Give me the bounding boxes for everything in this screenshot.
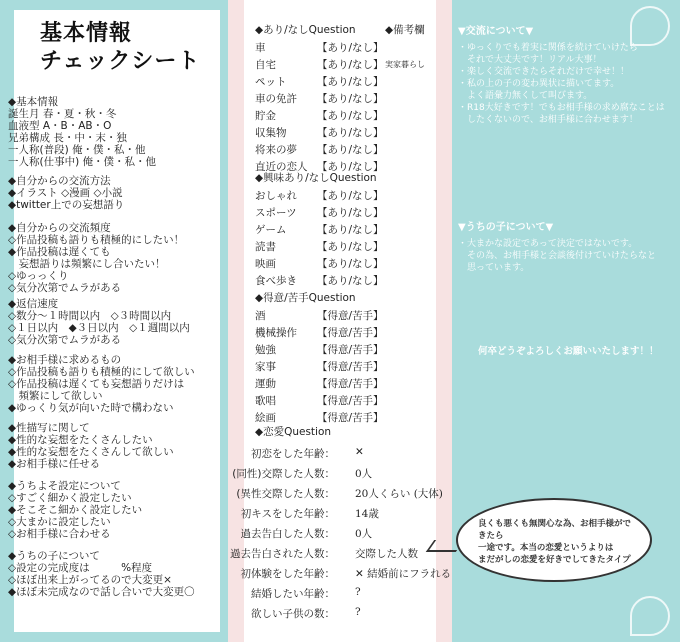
love-value: ? <box>355 586 361 598</box>
list-item: ◇大まかに設定したい <box>8 516 111 528</box>
skill-value: 【得意/苦手】 <box>317 310 384 322</box>
love-label: (同性)交際した人数： <box>232 468 335 480</box>
love-label: 結婚したい年齢： <box>251 588 335 600</box>
skill-label: 勉強 <box>255 344 276 356</box>
qa-label: 自宅 <box>255 59 276 71</box>
love-label: 初キスをした年齢： <box>240 508 335 520</box>
list-item: ◇気分次第でムラがある <box>8 282 122 294</box>
section-header: ◆うちの子について <box>8 550 100 562</box>
qa-value: 【あり/なし】 <box>317 144 384 156</box>
skill-value: 【得意/苦手】 <box>317 361 384 373</box>
closing-text: 何卒どうぞよろしくお願いいたします！！ <box>478 346 659 357</box>
section-header: ◆基本情報 <box>8 96 59 108</box>
list-item: ◆イラスト ◇漫画 ◇小説 <box>8 187 123 199</box>
list-item: ◆そこそこ細かく設定したい <box>8 504 143 516</box>
paragraph-line: 思っています。 <box>458 263 530 273</box>
love-label: 過去告白された人数： <box>230 548 335 560</box>
title-line1: 基本情報 <box>40 21 133 46</box>
love-label: 初体験をした年齢： <box>240 568 335 580</box>
list-item: 兄弟構成 長・中・末・独 <box>8 132 127 144</box>
section-header: ◆うちよそ設定について <box>8 480 121 492</box>
skill-header: ◆得意/苦手Question <box>255 292 356 304</box>
paragraph-line: ・楽しく交流できたらそれだけで幸せ！！ <box>458 67 630 77</box>
love-label: (異性交際した人数： <box>236 488 335 500</box>
qa-value: 【あり/なし】 <box>317 59 384 71</box>
list-item: ◇作品投稿も語りも積極的にしたい！ <box>8 234 185 246</box>
love-value: 0人 <box>355 468 373 480</box>
list-item: ◇設定の完成度は %程度 <box>8 562 153 574</box>
skill-value: 【得意/苦手】 <box>317 378 384 390</box>
qa-value: 【あり/なし】 <box>317 76 384 88</box>
love-label: 初恋をした年齢： <box>251 448 335 460</box>
love-value: 20人くらい (大体) <box>355 488 443 500</box>
qa-header: ◆あり/なしQuestion <box>255 24 356 36</box>
skill-label: 機械操作 <box>255 327 297 339</box>
interest-label: 食べ歩き <box>255 275 297 287</box>
list-item: 誕生月 春・夏・秋・冬 <box>8 108 117 120</box>
section-header: ◆お相手様に求めるもの <box>8 354 122 366</box>
list-item: ◆ほぼ未完成なので話し合いで大変更〇 <box>8 586 195 598</box>
interaction-section <box>458 26 670 126</box>
list-item: ◆性的な妄想をたくさんしたい <box>8 434 153 446</box>
interest-value: 【あり/なし】 <box>317 190 384 202</box>
skill-value: 【得意/苦手】 <box>317 395 384 407</box>
skill-value: 【得意/苦手】 <box>317 412 384 424</box>
list-item: ◆作品投稿は遅くても <box>8 246 111 258</box>
skill-value: 【得意/苦手】 <box>317 344 384 356</box>
skill-value: 【得意/苦手】 <box>317 327 384 339</box>
list-item: ◇すごく細かく設定したい <box>8 492 132 504</box>
comm-method-section <box>8 175 124 211</box>
qa-value: 【あり/なし】 <box>317 93 384 105</box>
paragraph-line: よく語彙力無くして叫びます。 <box>458 91 593 101</box>
qa-label: 貯金 <box>255 110 276 122</box>
love-value: 0人 <box>355 528 373 540</box>
qa-label: ペット <box>255 76 287 88</box>
interest-label: スポーツ <box>255 207 297 219</box>
bubble-line: まだがしの恋愛を好きでしてきたタイプ <box>478 555 631 565</box>
skill-label: 運動 <box>255 378 276 390</box>
skill-label: 絵画 <box>255 412 276 424</box>
love-value: ✕ <box>355 446 364 458</box>
bubble-line: 一途です。本当の恋愛というよりは <box>478 543 614 553</box>
closing-section <box>478 346 680 358</box>
qa-value: 【あり/なし】 <box>317 127 384 139</box>
list-item: ◇１日以内 ◆３日以内 ◇１週間以内 <box>8 322 190 334</box>
paragraph-line: その為、お相手様と会談後付けていけたらなと <box>458 251 657 261</box>
list-item: ◇数分～１時間以内 ◇３時間以内 <box>8 310 172 322</box>
list-item: 血液型 A・B・AB・O <box>8 120 112 132</box>
child-section <box>8 550 195 598</box>
interest-label: おしゃれ <box>255 190 297 202</box>
interest-value: 【あり/なし】 <box>317 224 384 236</box>
love-label: 過去告白した人数： <box>240 528 335 540</box>
list-item: ◇ゆっっくり <box>8 270 69 282</box>
qa-label: 車の免許 <box>255 93 297 105</box>
partner-section <box>8 354 195 414</box>
qa-note: 実家暮らし <box>385 60 425 69</box>
page-title <box>40 20 200 76</box>
interest-label: 読書 <box>255 241 276 253</box>
interest-value: 【あり/なし】 <box>317 241 384 253</box>
paragraph-line: したくないので、お相手様に合わせます！ <box>458 115 638 125</box>
section-header: ◆返信速度 <box>8 298 59 310</box>
interest-value: 【あり/なし】 <box>317 258 384 270</box>
qa-label: 収集物 <box>255 127 287 139</box>
interest-header: ◆興味あり/なしQuestion <box>255 172 377 184</box>
paragraph-line: ・私の上の子の変わ異状に描いてます。 <box>458 79 620 89</box>
qa-value: 【あり/なし】 <box>317 42 384 54</box>
paragraph-line: ・大まかな設定であって決定ではないです。 <box>458 239 638 249</box>
love-label: 欲しい子供の数： <box>251 608 335 620</box>
love-value: ✕ 結婚前にフラれる <box>355 568 452 580</box>
list-item: ◇お相手様に合わせる <box>8 528 111 540</box>
list-item: ◆ゆっくり気が向いた時で構わない <box>8 402 174 414</box>
bubble-text <box>478 518 638 566</box>
child-note-section <box>458 222 670 274</box>
settings-section <box>8 480 142 540</box>
love-value: ? <box>355 606 361 618</box>
love-header: ◆恋愛Question <box>255 426 332 438</box>
skill-label: 歌唱 <box>255 395 276 407</box>
love-value: 14歳 <box>355 508 379 520</box>
qa-value: 【あり/なし】 <box>317 161 384 173</box>
list-item: ◇気分次第でムラがある <box>8 334 122 346</box>
qa-label: 将来の夢 <box>255 144 297 156</box>
interest-value: 【あり/なし】 <box>317 207 384 219</box>
sexual-section <box>8 422 174 470</box>
list-item: ◆twitter上での妄想語り <box>8 199 125 211</box>
skill-label: 酒 <box>255 310 266 322</box>
title-line2: チェックシート <box>40 49 201 74</box>
section-header: ▼交流について▼ <box>458 26 534 37</box>
list-item: 妄想語りは頻繁にし合いたい！ <box>8 258 166 270</box>
list-item: ◆性的な妄想をたくさんして欲しい <box>8 446 174 458</box>
reply-section <box>8 298 190 346</box>
list-item: ◇ほぼ出来上がってるので大変更× <box>8 574 172 586</box>
section-header: ◆自分からの交流方法 <box>8 175 111 187</box>
section-header: ▼うちの子について▼ <box>458 222 554 233</box>
bubble-line: 良くも悪くも無関心な為、お相手様ができたら <box>478 519 632 541</box>
skill-label: 家事 <box>255 361 276 373</box>
ornament-icon <box>630 596 670 636</box>
paragraph-line: それで大丈夫です！リアル大事！ <box>458 55 602 65</box>
qa-value: 【あり/なし】 <box>317 110 384 122</box>
interest-label: ゲーム <box>255 224 287 236</box>
bikou-header: ◆備考欄 <box>385 24 425 36</box>
list-item: 頻繁にして欲しい <box>8 390 103 402</box>
interest-value: 【あり/なし】 <box>317 275 384 287</box>
paragraph-line: ・R18大好きです！でもお相手様の求め腐なことは <box>458 103 665 113</box>
list-item: 一人称(普段) 俺・僕・私・他 <box>8 144 146 156</box>
qa-label: 直近の恋人 <box>255 161 308 173</box>
paragraph-line: ・ゆっくりでも着実に関係を続けていけたら <box>458 43 638 53</box>
list-item: ◇作品投稿は遅くても妄想語りだけは <box>8 378 185 390</box>
list-item: ◆お相手様に任せる <box>8 458 101 470</box>
comm-freq-section <box>8 222 184 294</box>
list-item: ◇作品投稿も語りも積極的にして欲しい <box>8 366 195 378</box>
qa-label: 車 <box>255 42 266 54</box>
section-header: ◆性描写に関して <box>8 422 90 434</box>
interest-label: 映画 <box>255 258 276 270</box>
basic-section <box>8 96 156 168</box>
section-header: ◆自分からの交流頻度 <box>8 222 111 234</box>
list-item: 一人称(仕事中) 俺・僕・私・他 <box>8 156 157 168</box>
love-value: 交際した人数 <box>355 548 418 560</box>
